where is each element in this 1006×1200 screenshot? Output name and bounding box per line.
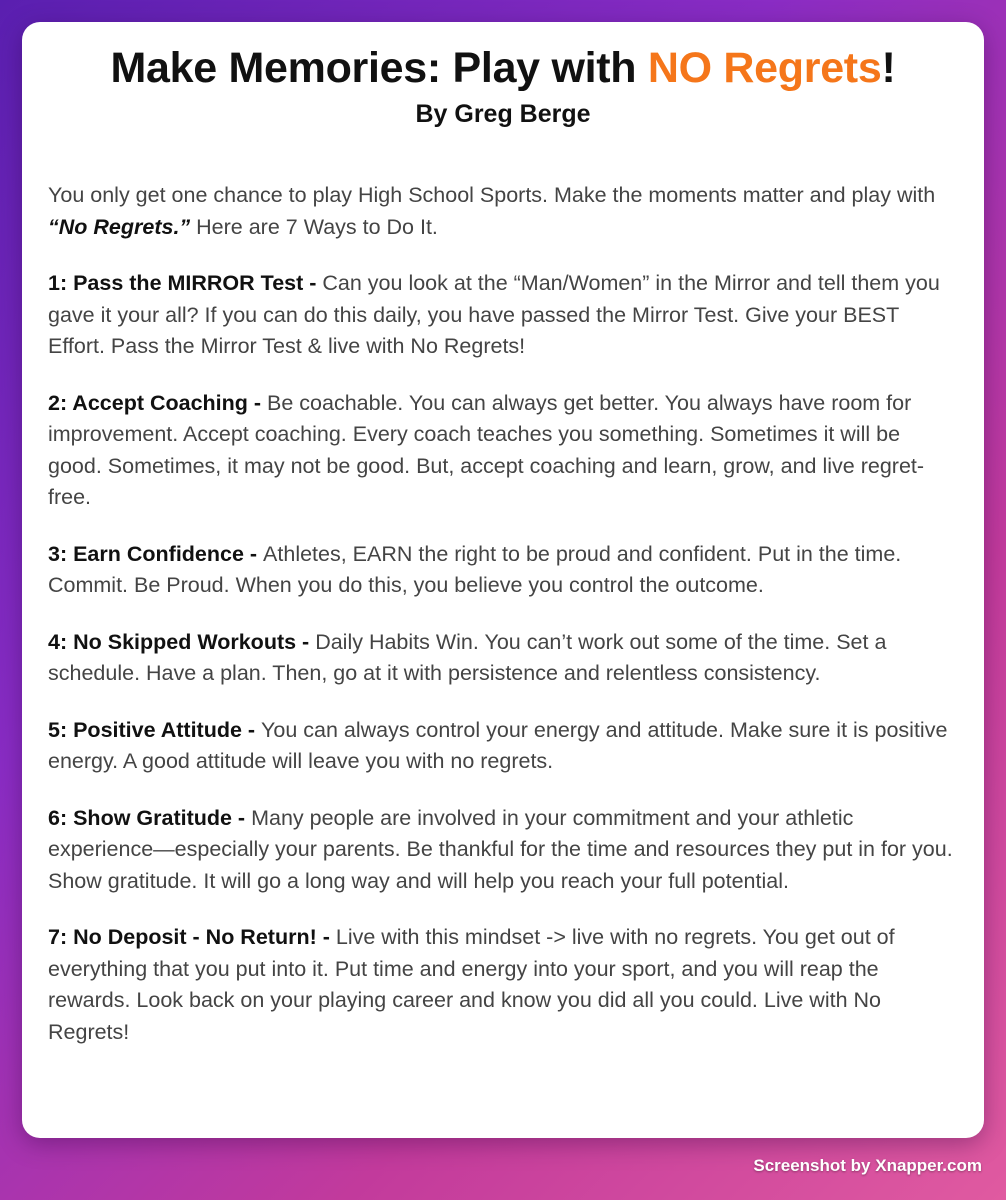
tip-text: Many people are involved in your commitment and your athletic experience—especially your parents. Be thankful for the time and resources they put in for you. Show gratitude. It will go a long way and will help you reach your full potential. (48, 805, 953, 893)
page-title (48, 42, 958, 94)
intro-text-before: You only get one chance to play High School Sports. Make the moments matter and play with (48, 183, 936, 207)
article-body (48, 180, 958, 1048)
tip-label: 5: Positive Attitude - (48, 717, 262, 742)
watermark: Screenshot by Xnapper.com (753, 1156, 982, 1175)
intro-paragraph (48, 180, 958, 243)
tip-text: Live with this mindset -> live with no regrets. You get out of everything that you put into it. Put time and energy into your sport, and you will reap the rewards. Look back on your playing career and know you did all you could. Live with No Regrets! (48, 925, 895, 1044)
title-highlight: NO Regrets (647, 44, 882, 92)
tip-1 (48, 268, 958, 363)
tip-label: 1: Pass the MIRROR Test - (48, 271, 323, 295)
tip-label: 7: No Deposit - No Return! - (48, 925, 336, 949)
tip-text: Be coachable. You can always get better. You always have room for improvement. Accept coaching. Every coach teaches you something. Sometimes it will be good. Sometimes, it may not be good. But, accept coaching and learn, grow, and live regret-free. (48, 390, 925, 509)
title-main: Make Memories: Play with (110, 44, 648, 92)
tip-6 (48, 803, 958, 898)
title-end: ! (881, 44, 896, 92)
tip-2 (48, 388, 958, 514)
author-byline: By Greg Berge (415, 100, 591, 128)
tip-label: 2: Accept Coaching - (48, 390, 268, 415)
tip-text: Daily Habits Win. You can’t work out some of the time. Set a schedule. Have a plan. Then, go at it with persistence and relentless consistency. (48, 629, 887, 685)
tip-3 (48, 539, 958, 602)
tip-7 (48, 922, 958, 1048)
tip-text: You can always control your energy and attitude. Make sure it is positive energy. A good attitude will leave you with no regrets. (48, 717, 948, 773)
tip-label: 4: No Skipped Workouts - (48, 629, 316, 654)
tip-label: 6: Show Gratitude - (48, 805, 252, 830)
intro-emphasis: “No Regrets.” (48, 214, 191, 239)
intro-text-after: Here are 7 Ways to Do It. (190, 214, 438, 239)
tip-text: Athletes, EARN the right to be proud and confident. Put in the time. Commit. Be Proud. When you do this, you believe you control the outcome. (48, 541, 902, 597)
tip-5 (48, 715, 958, 778)
tip-label: 3: Earn Confidence - (48, 541, 264, 566)
article-card (22, 22, 984, 1138)
tip-4 (48, 627, 958, 690)
tip-text: Can you look at the “Man/Women” in the Mirror and tell them you gave it your all? If you can do this daily, you have passed the Mirror Test. Give your BEST Effort. Pass the Mirror Test & live with No Regrets! (48, 271, 940, 358)
